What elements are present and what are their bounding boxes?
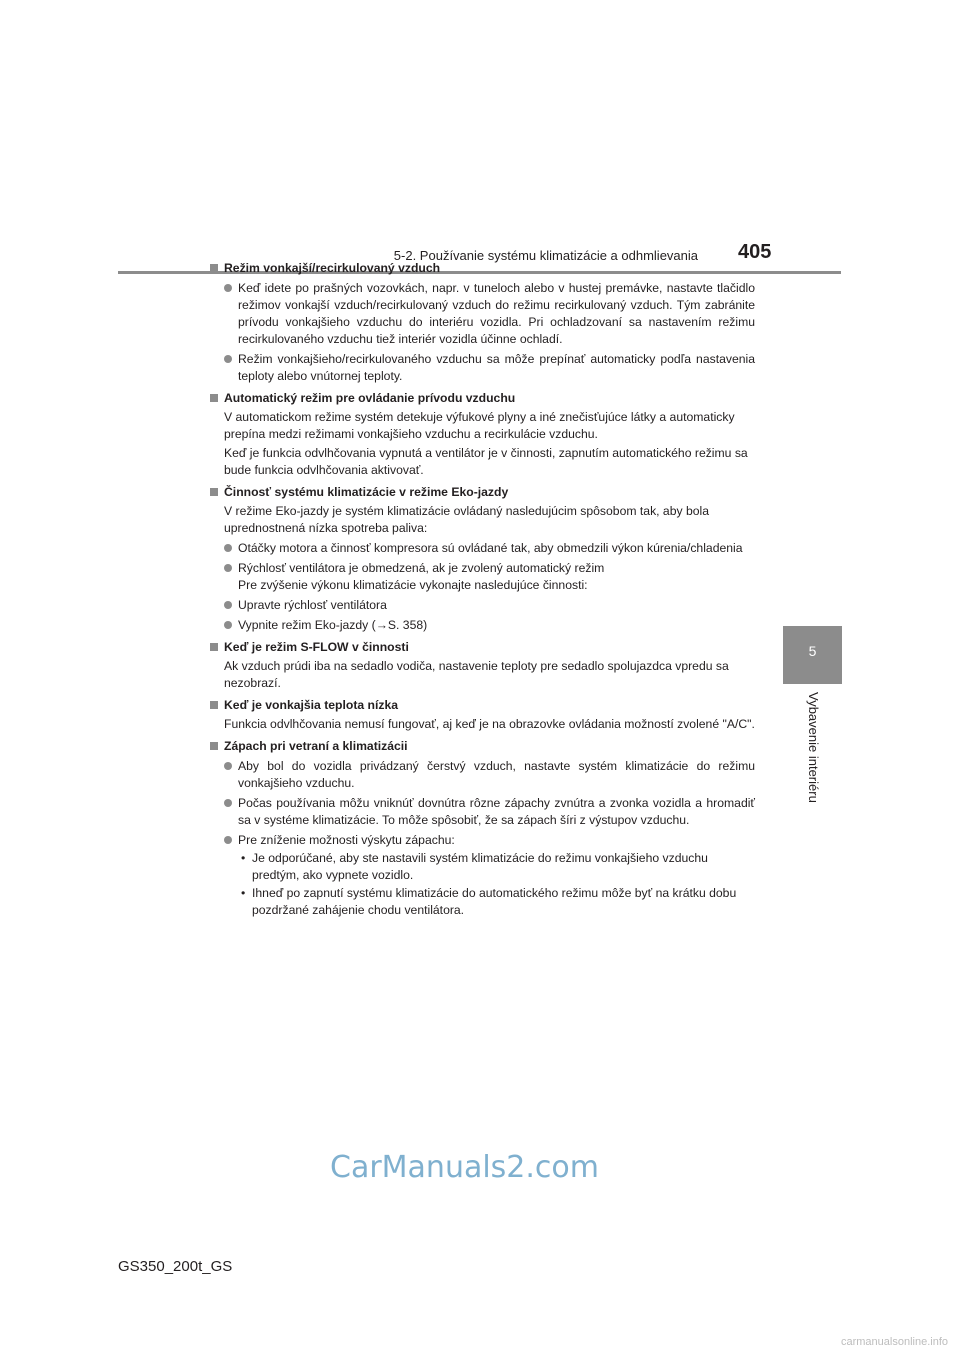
- paragraph: Ak vzduch prúdi iba na sedadlo vodiča, nastavenie teploty pre sedadlo spolujazdca vpredu sa nezobrazí.: [224, 659, 729, 690]
- square-bullet-icon: [210, 742, 218, 750]
- square-bullet-icon: [210, 488, 218, 496]
- chapter-tab-number: 5: [808, 643, 817, 659]
- list-item-text: Rýchlosť ventilátora je obmedzená, ak je zvolený automatický režim: [238, 561, 605, 575]
- section-heading-text: Keď je vonkajšia teplota nízka: [224, 698, 399, 712]
- site-watermark: carmanualsonline.info: [840, 1336, 948, 1348]
- section-heading-text: Režim vonkajší/recirkulovaný vzduch: [224, 261, 441, 275]
- circle-bullet-icon: [224, 355, 232, 363]
- model-code: GS350_200t_GS: [118, 1258, 233, 1275]
- list-item: [210, 597, 755, 614]
- list-item-text: Aby bol do vozidla privádzaný čerstvý vzduch, nastavte systém klimatizácie do režimu vonkajšieho vzduchu.: [238, 759, 755, 790]
- sub-list-item: [210, 885, 755, 919]
- page-reference-link[interactable]: Vypnite režim Eko-jazdy (→S. 358): [238, 618, 428, 632]
- list-item: [210, 540, 755, 557]
- list-item-text: Režim vonkajšieho/recirkulovaného vzduchu sa môže prepínať automaticky podľa nastavenia teploty alebo vnútornej teploty.: [238, 352, 755, 383]
- list-item-text: Otáčky motora a činnosť kompresora sú ovládané tak, aby obmedzili výkon kúrenia/chladenia: [238, 541, 743, 555]
- circle-bullet-icon: [224, 621, 232, 629]
- section-heading: [210, 260, 755, 277]
- paragraph: V automatickom režime systém detekuje výfukové plyny a iné znečisťujúce látky a automaticky prepína medzi režimami vonkajšieho vzduchu a recirkulácie vzduchu.: [224, 410, 735, 441]
- list-item-extra-text: Pre zvýšenie výkonu klimatizácie vykonajte nasledujúce činnosti:: [238, 578, 588, 592]
- circle-bullet-icon: [224, 836, 232, 844]
- header-section-title: 5-2. Používanie systému klimatizácie a odhmlievania: [393, 248, 698, 263]
- sub-list-item-text: Ihneď po zapnutí systému klimatizácie do automatického režimu môže byť na krátku dobu pozdržané zahájenie chodu ventilátora.: [252, 886, 737, 917]
- section-heading: [210, 390, 755, 407]
- paragraph: Keď je funkcia odvlhčovania vypnutá a ventilátor je v činnosti, zapnutím automatického režimu sa bude funkcia odvlhčovania aktivovať.: [224, 446, 748, 477]
- circle-bullet-icon: [224, 762, 232, 770]
- square-bullet-icon: [210, 264, 218, 272]
- paragraph: Funkcia odvlhčovania nemusí fungovať, aj keď je na obrazovke ovládania možností zvolené "A/C".: [224, 717, 755, 731]
- square-bullet-icon: [210, 394, 218, 402]
- paragraph: V režime Eko-jazdy je systém klimatizácie ovládaný nasledujúcim spôsobom tak, aby bola uprednostnená nízka spotreba paliva:: [224, 504, 710, 535]
- list-item-text: Počas používania môžu vniknúť dovnútra rôzne zápachy zvnútra a zvonka vozidla a hromadiť sa v systéme klimatizácie. To môže spôsobiť, že sa zápach šíri z výstupov vzduchu.: [238, 796, 755, 827]
- circle-bullet-icon: [224, 544, 232, 552]
- list-item: [210, 795, 755, 829]
- list-item: [210, 617, 755, 634]
- circle-bullet-icon: [224, 284, 232, 292]
- list-item: [210, 280, 755, 348]
- circle-bullet-icon: [224, 564, 232, 572]
- section-heading: [210, 639, 755, 656]
- list-item: [210, 832, 755, 849]
- circle-bullet-icon: [224, 799, 232, 807]
- sub-list-item-text: Je odporúčané, aby ste nastavili systém klimatizácie do režimu vonkajšieho vzduchu predtým, ako vypnete vozidlo.: [252, 851, 708, 882]
- small-dot-icon: •: [241, 851, 246, 865]
- list-item-text: Upravte rýchlosť ventilátora: [238, 598, 387, 612]
- sub-list-item: [210, 850, 755, 884]
- section-heading: [210, 738, 755, 755]
- section-heading-text: Automatický režim pre ovládanie prívodu vzduchu: [224, 391, 516, 405]
- list-item: [210, 560, 755, 594]
- list-item: [210, 351, 755, 385]
- page-content: [210, 255, 755, 919]
- list-item: [210, 758, 755, 792]
- list-item-text: Keď idete po prašných vozovkách, napr. v tuneloch alebo v hustej premávke, nastavte tlačidlo režimov vonkajší vzduch/recirkulovaný vzduch do režimu recirkulovaný vzduch. Tým zabránite prívodu vonkajšieho vzduchu do interiéru vozidla. Pri ochladzovaní sa nastavením režimu recirkulovaného vzduchu tiež interiér vozidla účinne ochladí.: [238, 281, 755, 346]
- page-number: 405: [738, 241, 772, 263]
- section-heading-text: Činnosť systému klimatizácie v režime Eko-jazdy: [224, 485, 509, 499]
- small-dot-icon: •: [241, 886, 246, 900]
- section-heading-text: Zápach pri vetraní a klimatizácii: [224, 739, 408, 753]
- watermark-logo: CarManuals2.com: [330, 1150, 600, 1185]
- list-item-text: Pre zníženie možnosti výskytu zápachu:: [238, 833, 455, 847]
- section-heading: [210, 484, 755, 501]
- section-heading: [210, 697, 755, 714]
- circle-bullet-icon: [224, 601, 232, 609]
- square-bullet-icon: [210, 643, 218, 651]
- section-heading-text: Keď je režim S-FLOW v činnosti: [224, 640, 409, 654]
- square-bullet-icon: [210, 701, 218, 709]
- chapter-tab-label: Vybavenie interiéru: [806, 692, 821, 803]
